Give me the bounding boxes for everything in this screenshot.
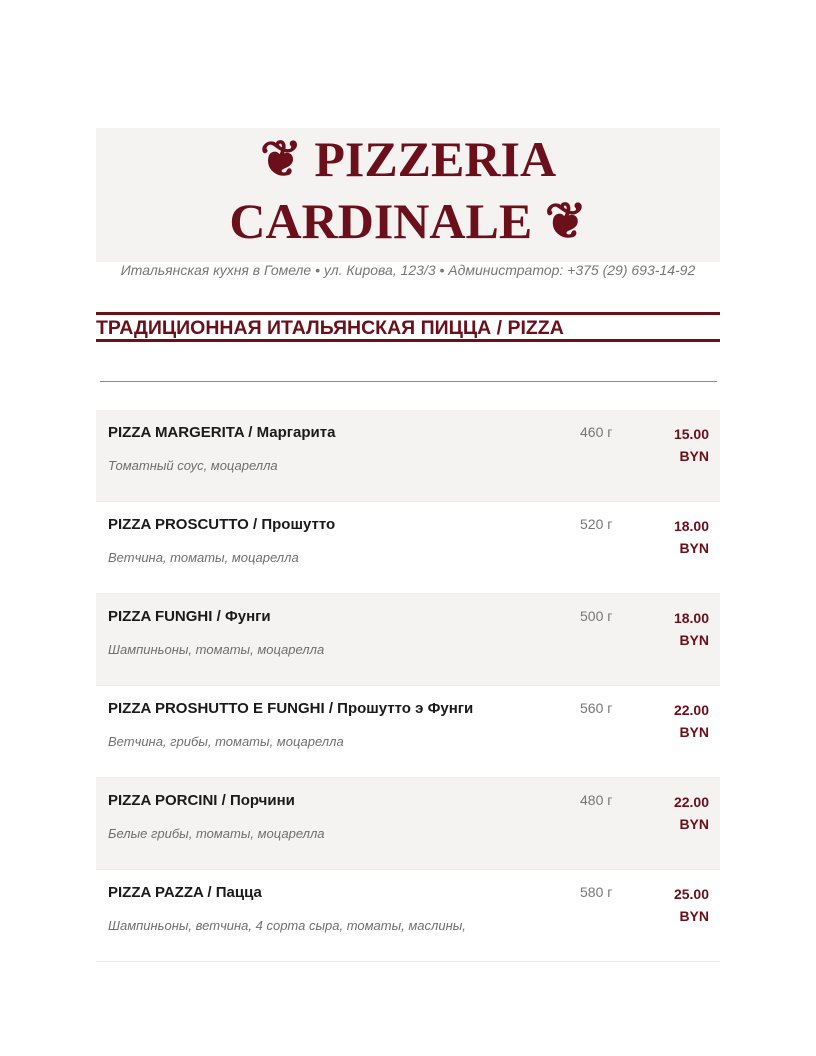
item-name: PIZZA PAZZA / Пацца [108,884,262,901]
price-currency: BYN [679,908,709,924]
item-name: PIZZA MARGERITA / Маргарита [108,424,336,441]
section-title: ТРАДИЦИОННАЯ ИТАЛЬЯНСКАЯ ПИЦЦА / PIZZA [96,312,720,342]
price-currency: BYN [679,540,709,556]
price-value: 25.00 [673,886,709,902]
price-value: 22.00 [673,702,709,718]
price-currency: BYN [679,632,709,648]
item-weight: 500 г [580,608,613,624]
price-value: 18.00 [673,610,709,626]
item-description: Шампиньоны, томаты, моцарелла [108,642,325,657]
item-weight: 520 г [580,516,613,532]
item-price [649,423,709,467]
item-price [649,607,709,651]
item-name: PIZZA PORCINI / Порчини [108,792,295,809]
price-value: 15.00 [673,426,709,442]
price-value: 18.00 [673,518,709,534]
item-name: PIZZA PROSHUTTO E FUNGHI / Прошутто э Фунги [108,700,474,717]
item-price [649,515,709,559]
title-line-1: ❦ PIZZERIA [259,131,557,187]
item-price [649,791,709,835]
title-line-2: CARDINALE ❦ [229,193,587,249]
item-description: Томатный соус, моцарелла [108,458,278,473]
price-currency: BYN [679,448,709,464]
item-description: Ветчина, грибы, томаты, моцарелла [108,734,344,749]
item-description: Белые грибы, томаты, моцарелла [108,826,325,841]
menu-list [96,410,720,962]
item-weight: 580 г [580,884,613,900]
menu-item [96,686,720,778]
price-currency: BYN [679,724,709,740]
item-price [649,883,709,927]
menu-item [96,870,720,962]
menu-item [96,594,720,686]
menu-item [96,778,720,870]
item-name: PIZZA FUNGHI / Фунги [108,608,271,625]
item-description: Ветчина, томаты, моцарелла [108,550,299,565]
item-weight: 460 г [580,424,613,440]
price-currency: BYN [679,816,709,832]
item-description: Шампиньоны, ветчина, 4 сорта сыра, томаты, маслины, [108,918,466,933]
item-price [649,699,709,743]
item-weight: 560 г [580,700,613,716]
menu-item [96,410,720,502]
price-value: 22.00 [673,794,709,810]
item-name: PIZZA PROSCUTTO / Прошутто [108,516,336,533]
item-weight: 480 г [580,792,613,808]
restaurant-subtitle: Итальянская кухня в Гомеле • ул. Кирова, 123/3 • Администратор: +375 (29) 693-14-92 [120,262,696,278]
restaurant-title [96,128,720,252]
divider [100,381,717,382]
menu-item [96,502,720,594]
